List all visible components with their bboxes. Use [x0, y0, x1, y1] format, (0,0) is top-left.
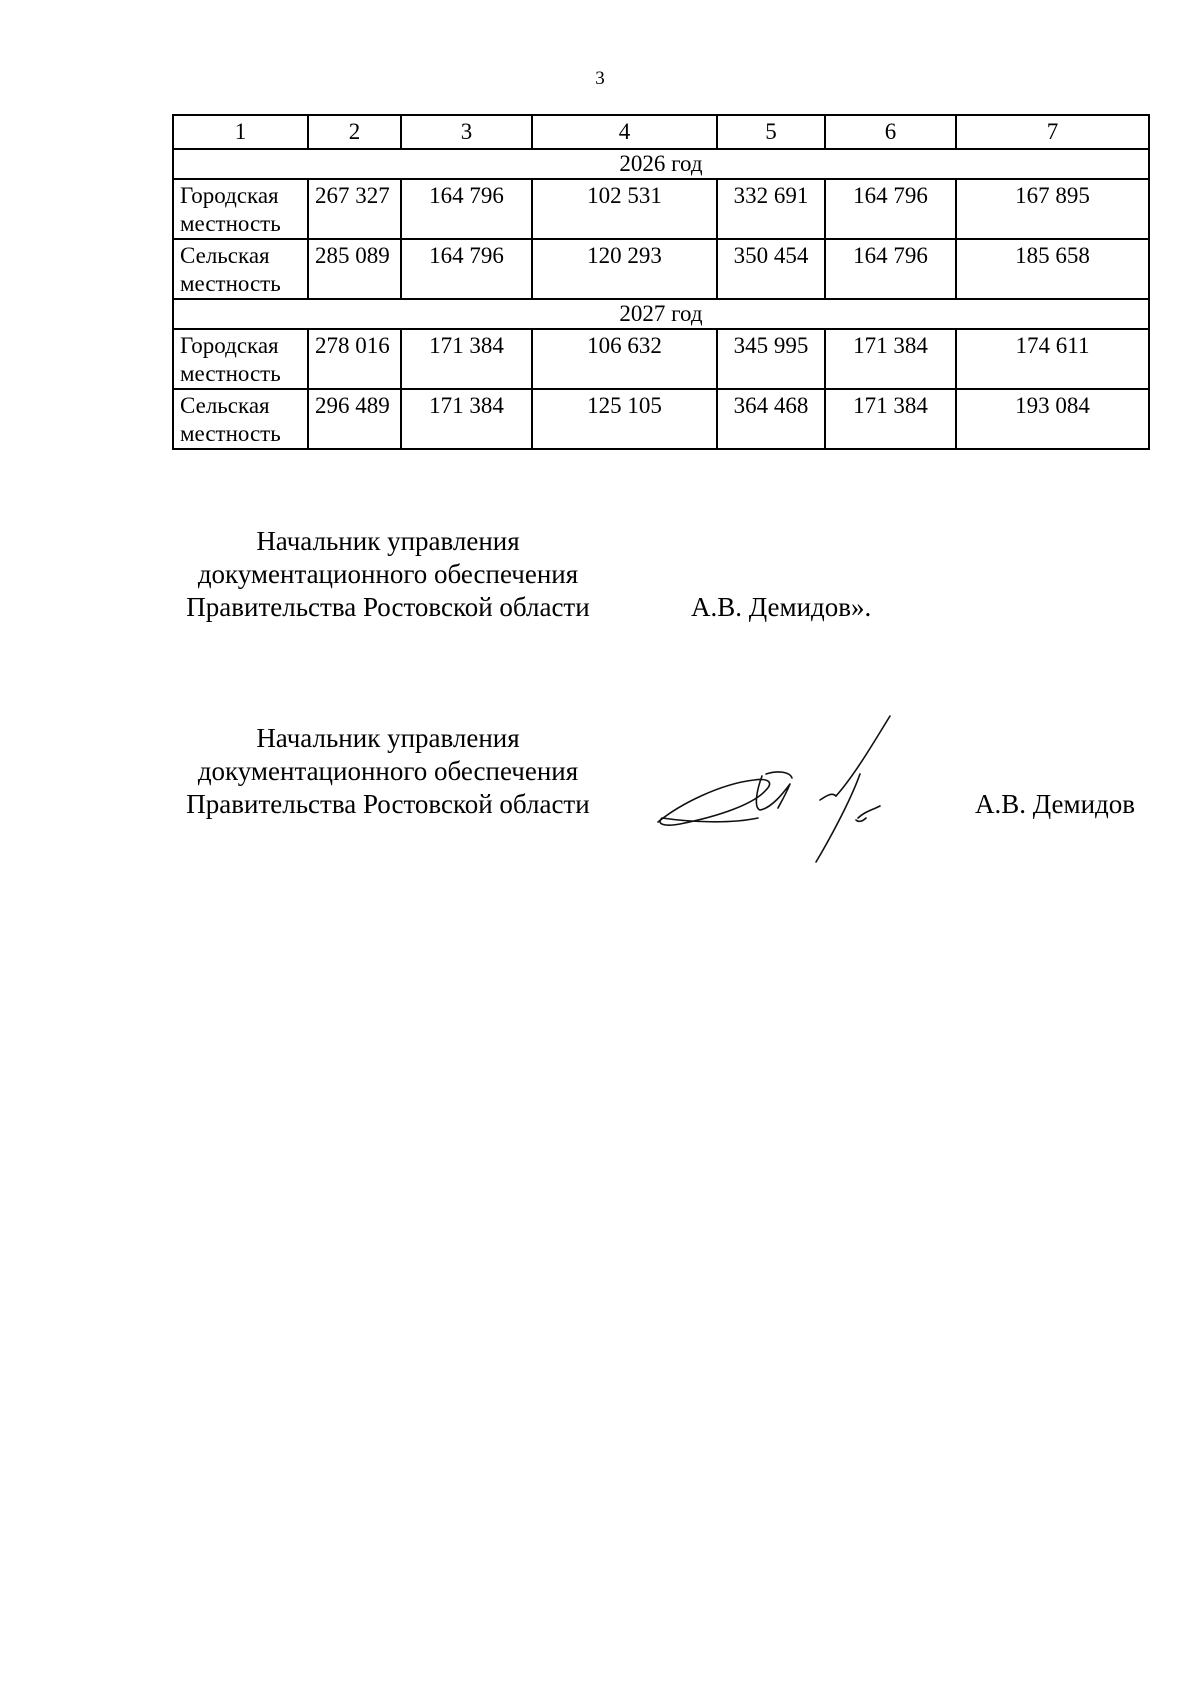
table-cell: 164 796 — [825, 239, 956, 299]
official-name: А.В. Демидов». — [691, 592, 872, 622]
row-label-line: местность — [180, 361, 281, 386]
row-label-line: Сельская — [180, 393, 270, 418]
page-number: 3 — [595, 68, 605, 89]
table-cell: 364 468 — [717, 389, 825, 449]
column-header: 4 — [532, 115, 717, 149]
table-cell: 267 327 — [308, 179, 401, 239]
row-label-line: местность — [180, 421, 281, 446]
table-header-row — [173, 115, 1149, 149]
row-label — [173, 389, 308, 449]
table-cell: 174 611 — [956, 329, 1149, 389]
official-title-line: документационного обеспечения — [197, 756, 579, 786]
official-title — [172, 525, 604, 624]
official-title-line: Правительства Ростовской области — [186, 789, 590, 819]
table-cell: 171 384 — [401, 389, 532, 449]
row-label-line: Городская — [180, 183, 279, 208]
table-cell: 350 454 — [717, 239, 825, 299]
table-cell: 185 658 — [956, 239, 1149, 299]
table-cell: 345 995 — [717, 329, 825, 389]
table-cell: 120 293 — [532, 239, 717, 299]
row-label-line: Сельская — [180, 243, 270, 268]
row-label-line: Городская — [180, 333, 279, 358]
column-header: 2 — [308, 115, 401, 149]
row-label — [173, 179, 308, 239]
table-cell: 171 384 — [401, 329, 532, 389]
table-cell: 193 084 — [956, 389, 1149, 449]
table-cell: 106 632 — [532, 329, 717, 389]
table-cell: 164 796 — [401, 239, 532, 299]
data-table — [172, 114, 1150, 450]
year-section-row — [173, 299, 1149, 329]
table-cell: 171 384 — [825, 329, 956, 389]
column-header: 7 — [956, 115, 1149, 149]
official-title-line: Начальник управления — [256, 723, 520, 753]
table-row — [173, 389, 1149, 449]
year-heading: 2026 год — [173, 149, 1149, 179]
row-label — [173, 239, 308, 299]
year-section-row — [173, 149, 1149, 179]
official-title — [172, 722, 604, 821]
row-label — [173, 329, 308, 389]
column-header: 3 — [401, 115, 532, 149]
official-title-line: документационного обеспечения — [197, 559, 579, 589]
table-cell: 296 489 — [308, 389, 401, 449]
row-label-line: местность — [180, 211, 281, 236]
table-cell: 167 895 — [956, 179, 1149, 239]
table-cell: 278 016 — [308, 329, 401, 389]
column-header: 6 — [825, 115, 956, 149]
table-row — [173, 179, 1149, 239]
row-label-line: местность — [180, 271, 281, 296]
table-row — [173, 329, 1149, 389]
official-name: А.В. Демидов — [975, 789, 1136, 819]
table-cell: 171 384 — [825, 389, 956, 449]
table-cell: 125 105 — [532, 389, 717, 449]
handwritten-signature — [650, 712, 930, 872]
table-cell: 164 796 — [825, 179, 956, 239]
column-header: 5 — [717, 115, 825, 149]
table-row — [173, 239, 1149, 299]
official-title-line: Правительства Ростовской области — [186, 592, 590, 622]
table-cell: 102 531 — [532, 179, 717, 239]
table-cell: 332 691 — [717, 179, 825, 239]
official-title-line: Начальник управления — [256, 526, 520, 556]
year-heading: 2027 год — [173, 299, 1149, 329]
column-header: 1 — [173, 115, 308, 149]
table-cell: 285 089 — [308, 239, 401, 299]
table-cell: 164 796 — [401, 179, 532, 239]
